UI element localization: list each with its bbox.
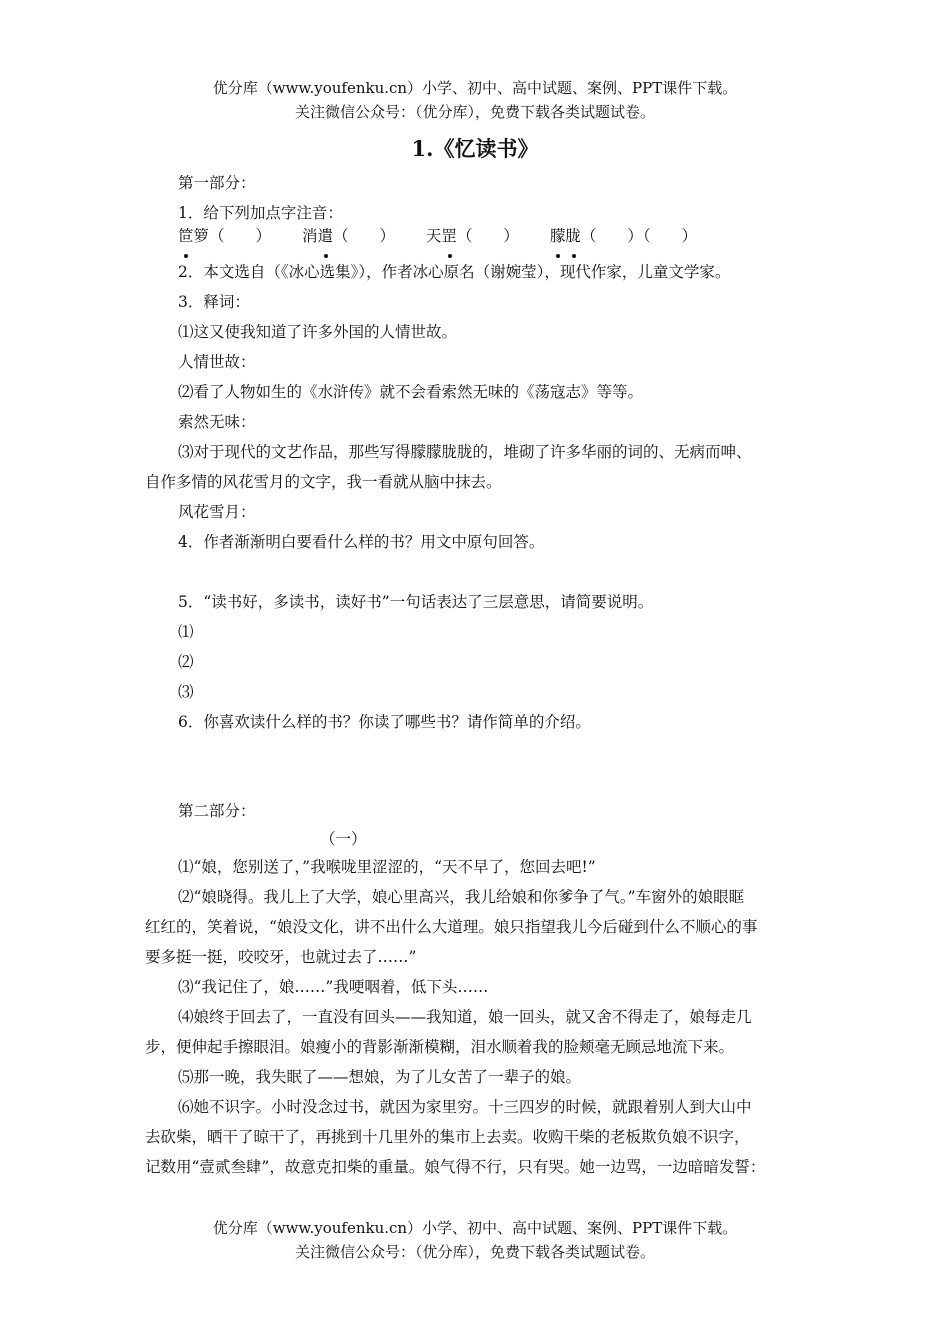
question-3: 3．释词： (178, 293, 250, 311)
question-3-2: ⑵看了人物如生的《水浒传》就不会看索然无味的《荡寇志》等等。 (178, 383, 644, 401)
pinyin-item-3: 天罡（ ） (426, 221, 519, 251)
header-line-2: 关注微信公众号：（优分库），免费下载各类试题试卷。 (294, 103, 655, 121)
paragraph-2-line-3: 要多挺一挺，咬咬牙，也就过去了……” (145, 948, 417, 966)
section-number: （一） (320, 830, 367, 848)
pinyin-row (145, 221, 848, 251)
question-6: 6．你喜欢读什么样的书？你读了哪些书？请作简单的介绍。 (178, 713, 591, 731)
paragraph-4-line-1: ⑷娘终于回去了，一直没有回头——我知道，娘一回头，就又舍不得走了，娘每走几 (178, 1008, 752, 1026)
question-3-1-term: 人情世故： (178, 353, 256, 371)
question-3-2-term: 索然无味： (178, 413, 256, 431)
question-3-3-term: 风花雪月： (178, 503, 256, 521)
question-3-3-line-1: ⑶对于现代的文艺作品，那些写得朦朦胧胧的，堆砌了许多华丽的词的、无病而呻、 (178, 443, 752, 461)
question-2: 2．本文选自（《冰心选集》），作者冰心原名（谢婉莹），现代作家，儿童文学家。 (178, 263, 731, 281)
question-5: 5．“读书好，多读书，读好书”一句话表达了三层意思，请简要说明。 (178, 593, 654, 611)
paragraph-2-line-2: 红红的，笑着说，“娘没文化，讲不出什么大道理。娘只指望我儿今后碰到什么不顺心的事 (145, 918, 758, 936)
part1-heading: 第一部分： (178, 174, 256, 192)
question-5-1: ⑴ (178, 623, 194, 641)
part2-heading: 第二部分： (178, 802, 256, 820)
paragraph-5: ⑸那一晚，我失眠了——想娘，为了儿女苦了一辈子的娘。 (178, 1068, 582, 1086)
pinyin-item-2: 消遣（ ） (302, 221, 395, 251)
paragraph-6-line-3: 记数用“壹贰叁肆”，故意克扣柴的重量。娘气得不行，只有哭。她一边骂，一边暗暗发誓： (145, 1158, 766, 1176)
footer-line-1: 优分库（www.youfenku.cn）小学、初中、高中试题、案例、PPT课件下载。 (212, 1219, 738, 1237)
paragraph-6-line-2: 去砍柴，晒干了晾干了，再挑到十几里外的集市上去卖。收购干柴的老板欺负娘不识字， (145, 1128, 750, 1146)
question-3-3-line-2: 自作多情的风花雪月的文字，我一看就从脑中抹去。 (145, 473, 502, 491)
page-footer (0, 1216, 950, 1264)
question-3-1: ⑴这又使我知道了许多外国的人情世故。 (178, 323, 458, 341)
question-1: 1．给下列加点字注音： (178, 204, 343, 222)
page-header (0, 76, 950, 124)
paragraph-3: ⑶“我记住了，娘……”我哽咽着，低下头…… (178, 978, 489, 996)
paragraph-4-line-2: 步，便伸起手擦眼泪。娘瘦小的背影渐渐模糊，泪水顺着我的脸颊毫无顾忌地流下来。 (145, 1038, 735, 1056)
question-4: 4．作者渐渐明白要看什么样的书？用文中原句回答。 (178, 533, 545, 551)
paragraph-1: ⑴“娘，您别送了，”我喉咙里涩涩的，“天不早了，您回去吧!” (178, 858, 596, 876)
pinyin-item-1: 笸箩（ ） (178, 221, 271, 251)
paragraph-2-line-1: ⑵“娘晓得。我儿上了大学，娘心里高兴，我儿给娘和你爹争了气。”车窗外的娘眼眶 (178, 888, 745, 906)
header-line-1: 优分库（www.youfenku.cn）小学、初中、高中试题、案例、PPT课件下载。 (212, 79, 738, 97)
question-5-3: ⑶ (178, 683, 194, 701)
question-5-2: ⑵ (178, 653, 194, 671)
paragraph-6-line-1: ⑹她不识字。小时没念过书，就因为家里穷。十三四岁的时候，就跟着别人到大山中 (178, 1098, 752, 1116)
document-title: 1.《忆读书》 (411, 136, 539, 161)
footer-line-2: 关注微信公众号：（优分库），免费下载各类试题试卷。 (294, 1243, 655, 1261)
pinyin-item-4: 朦胧（ ）（ ） (550, 221, 697, 251)
